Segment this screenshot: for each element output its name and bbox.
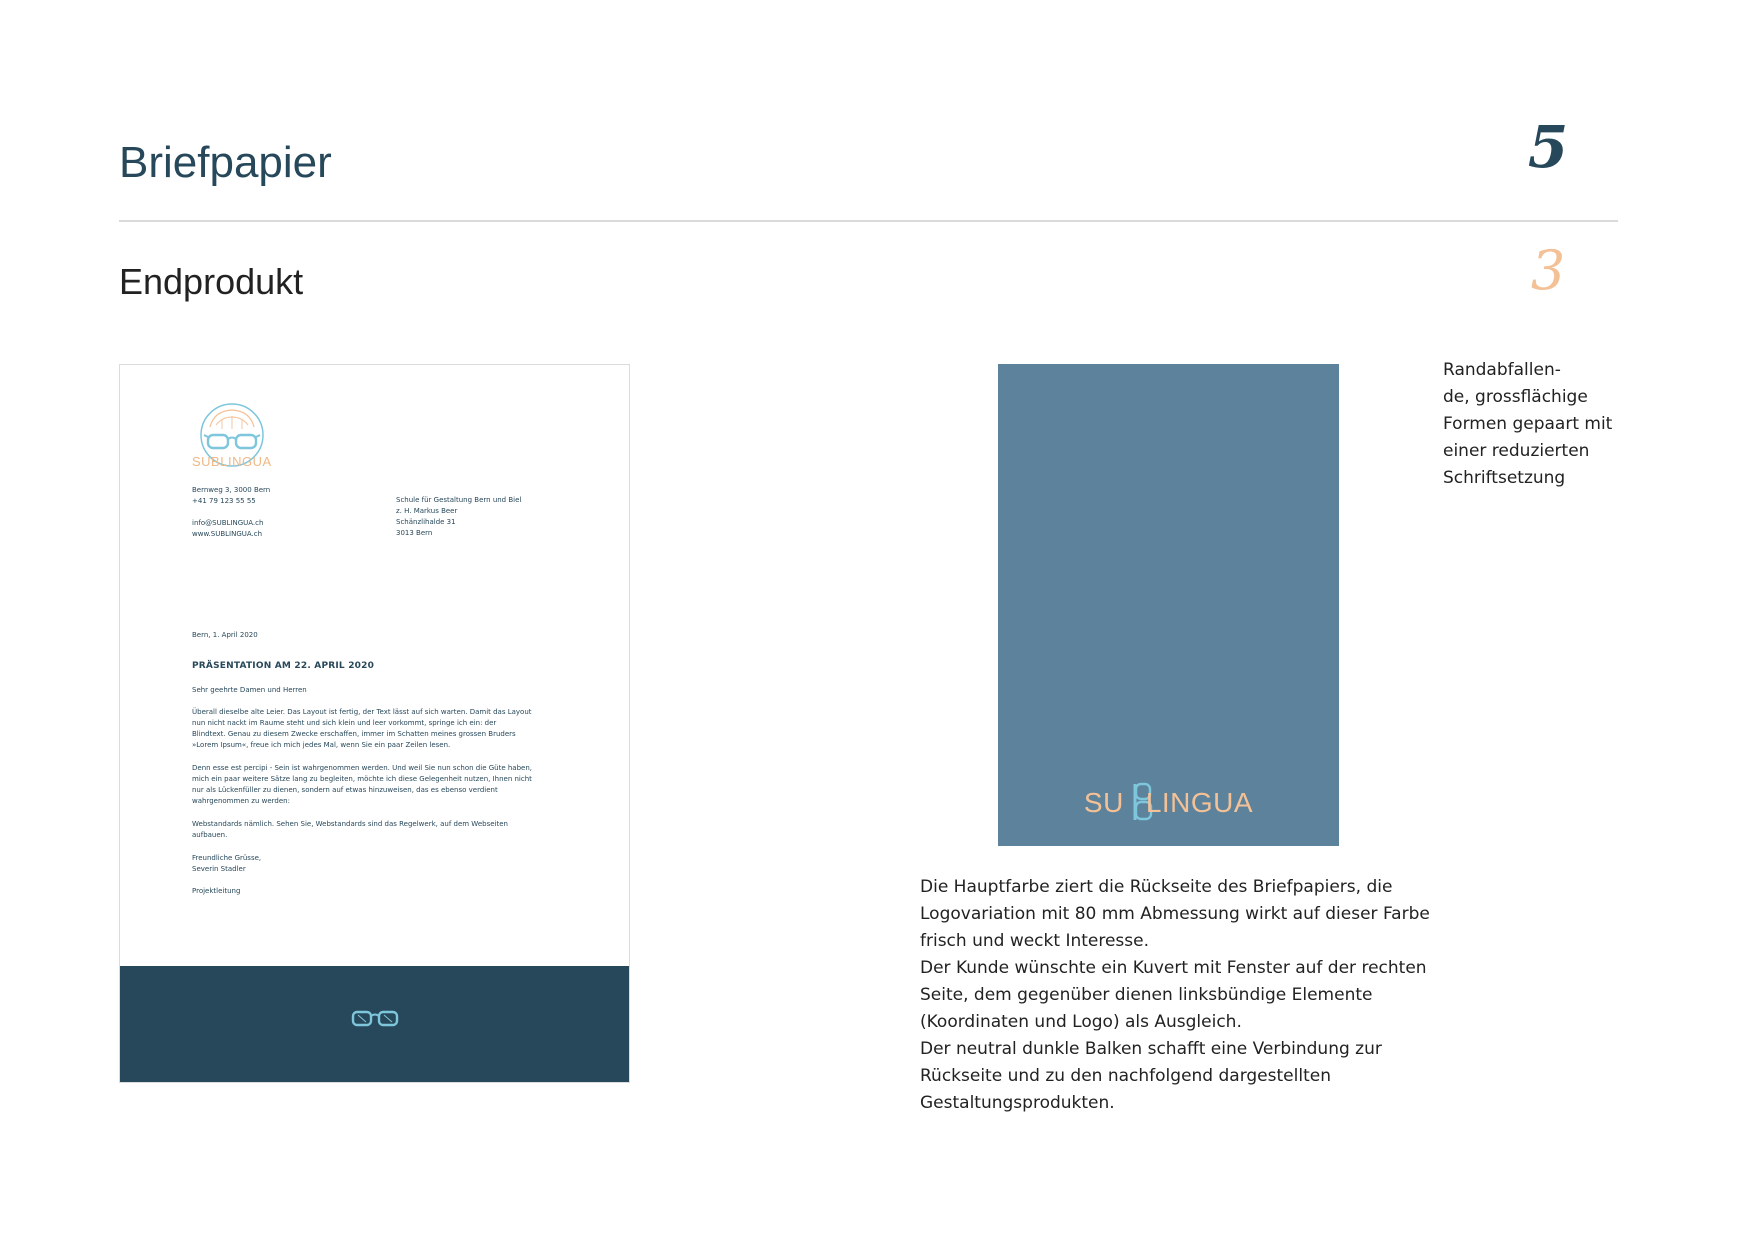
brand-wordmark <box>998 787 1339 819</box>
side-note: Randabfallen- de, grossflächige Formen gepaart mit einer reduzierten Schriftsetzung <box>1443 360 1613 488</box>
description-text <box>920 874 1440 1117</box>
letter-date: Bern, 1. April 2020 <box>192 631 258 639</box>
letter-paragraph: Denn esse est percipi - Sein ist wahrgenommen werden. Und weil Sie nun schon die Güte haben, mich ein paar weitere Sätze lang zu begleiten, möchte ich diese Gelegenheit nutzen, Ihnen nicht nur als Lückenfüller zu dienen, sondern auf etwas hinzuweisen, das es ebenso verdient wahrgenommen zu werden: <box>192 764 533 805</box>
page-number: 5 <box>1527 113 1569 181</box>
letter-paragraph: Webstandards nämlich. Sehen Sie, Webstandards sind das Regelwerk, auf dem Webseiten aufbauen. <box>192 820 508 839</box>
recipient-address <box>396 495 521 539</box>
letter-role: Projektleitung <box>192 887 241 895</box>
closing-greeting: Freundliche Grüsse, <box>192 854 262 862</box>
sender-website: www.SUBLINGUA.ch <box>192 530 263 538</box>
glasses-icon <box>351 1009 399 1029</box>
sender-email: info@SUBLINGUA.ch <box>192 519 264 527</box>
brand-wordmark-end: LINGUA <box>1145 787 1254 818</box>
chapter-number: 3 <box>1530 239 1566 302</box>
letter-paragraph: Überall dieselbe alte Leier. Das Layout ist fertig, der Text lässt auf sich warten. Damit das Layout nun nicht nackt im Raume steht und sich klein und leer vorkommt, springe ich ein: der Blindtext. Genau zu diesem Zwecke erschaffen, immer im Schatten meines grossen Bruders »Lorem Ipsum«, freue ich mich jedes Mal, wenn Sie ein paar Zeilen lesen. <box>192 708 532 749</box>
letter-salutation: Sehr geehrte Damen und Herren <box>192 686 307 694</box>
recipient-line: z. H. Markus Beer <box>396 507 458 515</box>
recipient-line: Schänzlihalde 31 <box>396 518 456 526</box>
closing-signature-name: Severin Stadler <box>192 865 246 873</box>
sender-address <box>192 485 270 507</box>
sender-contact <box>192 518 263 540</box>
divider <box>119 220 1618 222</box>
letter-subject: PRÄSENTATION AM 22. APRIL 2020 <box>192 661 375 671</box>
letter-closing <box>192 853 261 875</box>
footer-bar <box>120 966 629 1082</box>
recipient-line: 3013 Bern <box>396 529 433 537</box>
logo-wordmark: SUBLINGUA <box>192 454 272 469</box>
sender-street: Bernweg 3, 3000 Bern <box>192 486 271 494</box>
description-paragraph: Der Kunde wünschte ein Kuvert mit Fenster auf der rechten Seite, dem gegenüber dienen linksbündige Elemente (Koordinaten und Logo) als Ausgleich. <box>920 958 1427 1032</box>
sender-phone: +41 79 123 55 55 <box>192 497 256 505</box>
description-paragraph: Die Hauptfarbe ziert die Rückseite des Briefpapiers, die Logovariation mit 80 mm Abmessung wirkt auf dieser Farbe frisch und weckt Interesse. <box>920 877 1430 951</box>
brand-wordmark-start: SU <box>1083 787 1124 818</box>
section-subtitle: Endprodukt <box>119 261 304 302</box>
page-title: Briefpapier <box>119 138 332 187</box>
letterhead-back <box>998 364 1339 846</box>
letterhead-front <box>119 364 630 1083</box>
recipient-line: Schule für Gestaltung Bern und Biel <box>396 496 522 504</box>
description-paragraph: Der neutral dunkle Balken schafft eine Verbindung zur Rückseite und zu den nachfolgend dargestellten Gestaltungsprodukten. <box>920 1039 1382 1113</box>
